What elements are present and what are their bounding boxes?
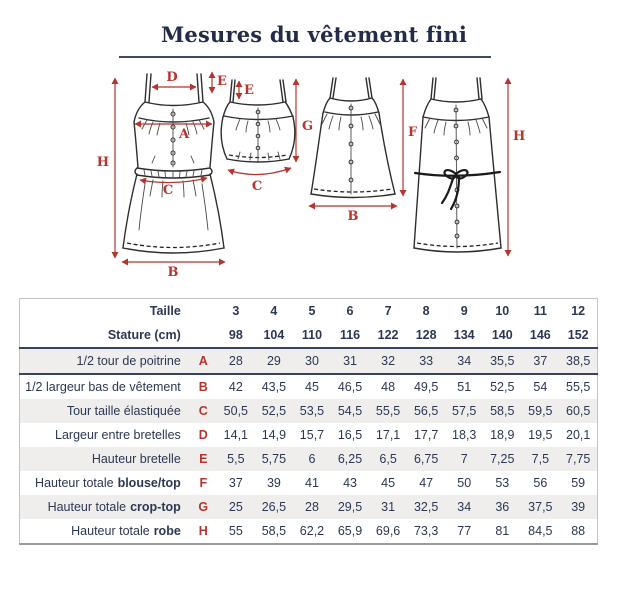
- measure-value: 56: [533, 476, 548, 490]
- measure-value: 55,5: [375, 404, 401, 418]
- measure-value: 49,5: [413, 380, 439, 394]
- measure-value: 37: [228, 476, 243, 490]
- measure-value: 18,9: [490, 428, 515, 442]
- measure-value: 39: [266, 476, 281, 490]
- pattern-measurement-sheet: [0, 22, 628, 545]
- measure-value: 5,75: [261, 452, 287, 466]
- measure-value: 16,5: [337, 428, 363, 442]
- crop-top-label-height: G: [302, 119, 314, 134]
- size-header-row: [20, 299, 598, 324]
- measure-value: 35,5: [490, 354, 515, 368]
- dress-label-height: H: [96, 155, 109, 170]
- measure-value: 73,3: [413, 524, 439, 538]
- measure-value: 34: [457, 500, 472, 514]
- row-label: 1/2 largeur bas de vêtement: [25, 380, 181, 394]
- measure-value: 25: [228, 500, 243, 514]
- row-label: Hauteur totale: [71, 524, 150, 538]
- measure-value: 14,1: [223, 428, 249, 442]
- size_row-value: 10: [495, 304, 510, 318]
- measure-value: 53,5: [299, 404, 325, 418]
- measure-value: 5,5: [227, 452, 245, 466]
- measure-value: 54,5: [337, 404, 363, 418]
- measure-value: 43,5: [261, 380, 287, 394]
- size_row-value: 11: [533, 304, 547, 318]
- measure-value: 45: [381, 476, 396, 490]
- measure-value: 15,7: [299, 428, 325, 442]
- measure-value: 32,5: [413, 500, 439, 514]
- crop-top-arrow-waist: [228, 168, 291, 175]
- measure-value: 81: [495, 524, 510, 538]
- measure-value: 52,5: [490, 380, 515, 394]
- measure-value: 45: [305, 380, 319, 394]
- page-title: Mesures du vêtement fini: [160, 22, 468, 47]
- measure-value: 39: [571, 500, 586, 514]
- measure-value: 37: [533, 354, 548, 368]
- measure-value: 20,1: [566, 428, 591, 442]
- row-label-cell: [20, 471, 190, 495]
- stature_row-value: 116: [331, 323, 369, 348]
- measure-code-letter: A: [198, 354, 208, 368]
- measure-value: 6,75: [413, 452, 439, 466]
- measure-value: 54: [533, 380, 548, 394]
- measure-code-letter: G: [198, 500, 209, 514]
- measure-code-letter: C: [198, 404, 208, 418]
- row-label-cell: [20, 399, 190, 423]
- dress-label-hem: B: [167, 265, 179, 280]
- dress-diagram: [85, 66, 235, 281]
- measure-value: 7,5: [531, 452, 550, 466]
- row-label-emphasis: blouse/top: [117, 476, 181, 490]
- measure-code-letter: F: [199, 476, 208, 490]
- measure-value: 6,25: [337, 452, 363, 466]
- measure-code-letter: D: [198, 428, 208, 442]
- stature_row-value: 98: [217, 323, 255, 348]
- table-row-A: [20, 348, 598, 374]
- measure-value: 62,2: [299, 524, 325, 538]
- measure-value: 29: [266, 354, 281, 368]
- crop-top-label-waist: C: [251, 179, 263, 194]
- measure-value: 41: [305, 476, 319, 490]
- stature_row-value: 122: [369, 323, 407, 348]
- size_row-label: Taille: [149, 304, 181, 318]
- measure-value: 56,5: [413, 404, 439, 418]
- blouse-drawing: [311, 78, 395, 198]
- size_row-value: 4: [270, 304, 278, 318]
- stature_row-value: 140: [483, 323, 521, 348]
- row-label: Hauteur totale: [35, 476, 114, 490]
- measure-value: 47: [419, 476, 434, 490]
- measure-value: 31: [381, 500, 396, 514]
- table-body: [20, 348, 598, 544]
- table-row-C: [20, 399, 598, 423]
- measure-value: 6,5: [379, 452, 397, 466]
- measure-value: 50: [457, 476, 472, 490]
- stature_row-value: 104: [255, 323, 293, 348]
- dress-label-strap: E: [217, 74, 227, 89]
- measure-value: 18,3: [452, 428, 477, 442]
- measure-value: 88: [571, 524, 586, 538]
- measure-value: 50,5: [223, 404, 249, 418]
- crop-top-drawing: [221, 80, 295, 162]
- measure-value: 6: [308, 452, 316, 466]
- measure-value: 17,1: [375, 428, 401, 442]
- dress-drawing: [123, 74, 224, 253]
- measure-value: 60,5: [566, 404, 591, 418]
- size_row-value: 3: [232, 304, 240, 318]
- size_row-value: 12: [571, 304, 586, 318]
- measure-value: 14,9: [261, 428, 287, 442]
- measure-value: 42: [228, 380, 243, 394]
- robe-diagram: [400, 66, 535, 281]
- measure-value: 57,5: [452, 404, 477, 418]
- stature-header-row: [20, 323, 598, 348]
- crop-top-measure-arrows: [228, 79, 313, 194]
- measure-value: 36: [495, 500, 510, 514]
- robe-measure-arrows: [508, 78, 525, 256]
- measure-value: 52,5: [261, 404, 287, 418]
- garment-diagrams: [0, 58, 628, 288]
- dress-label-chest: A: [178, 127, 190, 142]
- stature_row-value: 134: [445, 323, 483, 348]
- measure-value: 7,75: [566, 452, 591, 466]
- sheet-header: [0, 22, 628, 58]
- measure-value: 19,5: [528, 428, 553, 442]
- measure-value: 31: [343, 354, 357, 368]
- measure-value: 53: [495, 476, 510, 490]
- measure-value: 65,9: [337, 524, 363, 538]
- measure-value: 38,5: [566, 354, 591, 368]
- measure-value: 7: [460, 452, 468, 466]
- measure-value: 32: [381, 354, 396, 368]
- stature_row-label: Stature (cm): [20, 323, 190, 348]
- code-column-spacer: [190, 299, 217, 324]
- dress-label-waist: C: [162, 183, 174, 198]
- blouse-label-height: F: [408, 125, 418, 140]
- measure-value: 26,5: [261, 500, 287, 514]
- table-row-G: [20, 495, 598, 519]
- measure-value: 51: [457, 380, 472, 394]
- robe-label-height: H: [513, 129, 526, 144]
- row-label-emphasis: robe: [153, 524, 181, 538]
- dress-label-neck-width: D: [166, 70, 178, 85]
- measurements-table: [19, 298, 598, 545]
- measure-value: 37,5: [528, 500, 553, 514]
- measure-value: 34: [457, 354, 472, 368]
- measure-code-letter: H: [198, 524, 208, 538]
- row-label-cell: [20, 519, 190, 544]
- row-label-cell: [20, 348, 190, 374]
- size_row-value: 5: [308, 304, 316, 318]
- row-label: Largeur entre bretelles: [55, 428, 181, 442]
- row-label-cell: [20, 374, 190, 399]
- measure-value: 48: [381, 380, 396, 394]
- row-label-cell: [20, 423, 190, 447]
- measure-value: 17,7: [413, 428, 439, 442]
- measure-value: 59: [571, 476, 586, 490]
- measure-value: 28: [228, 354, 243, 368]
- measure-code-letter: E: [199, 452, 208, 466]
- table-row-E: [20, 447, 598, 471]
- row-label: Tour taille élastiquée: [66, 404, 181, 418]
- table-row-D: [20, 423, 598, 447]
- row-label: Hauteur bretelle: [91, 452, 181, 466]
- stature_row-value: 146: [521, 323, 559, 348]
- measure-value: 43: [343, 476, 357, 490]
- measure-value: 29,5: [337, 500, 363, 514]
- row-label-cell: [20, 447, 190, 471]
- row-label-cell: [20, 495, 190, 519]
- size_row-value: 7: [384, 304, 392, 318]
- measure-value: 46,5: [337, 380, 363, 394]
- robe-drawing: [414, 78, 501, 252]
- measure-value: 30: [305, 354, 319, 368]
- measure-value: 58,5: [490, 404, 515, 418]
- size_row-value: 9: [460, 304, 468, 318]
- blouse-label-hem: B: [347, 209, 359, 224]
- table-row-H: [20, 519, 598, 544]
- crop-top-label-strap: E: [244, 83, 254, 98]
- row-label-emphasis: crop-top: [130, 500, 181, 514]
- size_row-value: 8: [422, 304, 430, 318]
- stature_row-value: 152: [559, 323, 597, 348]
- row-label: 1/2 tour de poitrine: [76, 354, 181, 368]
- robe-drawstring-belt: [415, 170, 500, 209]
- measure-value: 84,5: [528, 524, 553, 538]
- measure-value: 28: [305, 500, 319, 514]
- measure-value: 69,6: [375, 524, 401, 538]
- code-column-spacer: [190, 323, 217, 348]
- table-head: [20, 299, 598, 349]
- measure-value: 7,25: [490, 452, 515, 466]
- measure-value: 33: [419, 354, 434, 368]
- measure-value: 55: [228, 524, 243, 538]
- stature_row-value: 110: [293, 323, 331, 348]
- table-row-B: [20, 374, 598, 399]
- stature_row-value: 128: [407, 323, 445, 348]
- row-label: Hauteur totale: [47, 500, 127, 514]
- size_row-value: 6: [346, 304, 354, 318]
- measure-value: 55,5: [566, 380, 591, 394]
- measure-value: 59,5: [528, 404, 553, 418]
- measure-code-letter: B: [198, 380, 208, 394]
- table-row-F: [20, 471, 598, 495]
- measure-value: 58,5: [261, 524, 287, 538]
- measure-value: 77: [457, 524, 472, 538]
